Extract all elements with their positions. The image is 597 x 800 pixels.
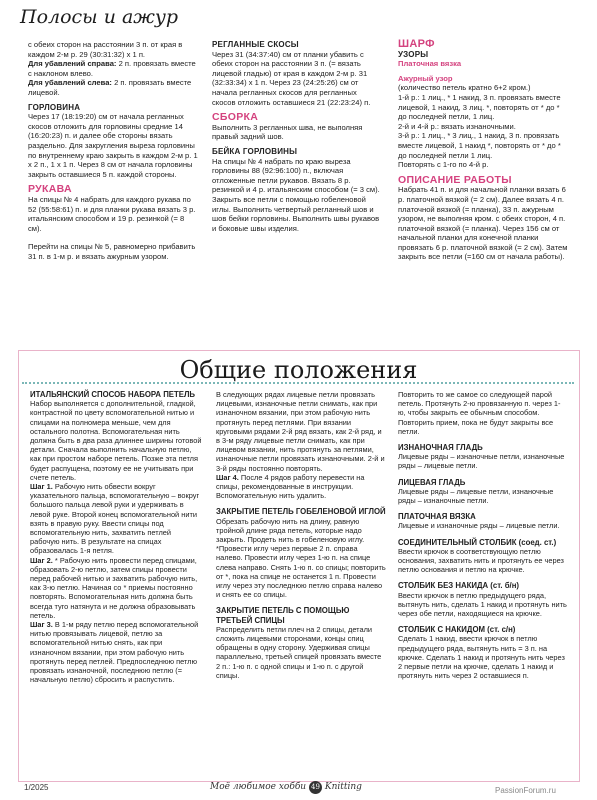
label: Шаг 3.: [30, 620, 53, 630]
label: Для убавлений слева:: [28, 78, 112, 88]
issue-number: 1/2025: [24, 783, 49, 792]
text-para: Лицевые ряды – изнаночные петли, изнаночные ряды – лицевые петли.: [398, 452, 565, 471]
page-title: Полосы и ажур: [20, 6, 179, 28]
text-para: [28, 59, 198, 78]
section-heading: РУКАВА: [28, 183, 72, 196]
column-3: [398, 40, 570, 262]
text-para: [30, 620, 202, 684]
section-heading: СТОЛБИК БЕЗ НАКИДА (ст. б/н): [398, 581, 519, 591]
general-column-1: [30, 390, 202, 685]
text-para: [28, 78, 198, 97]
text: 2 п. провязать вместе с наклоном влево.: [28, 59, 196, 78]
section-heading: ИЗНАНОЧНАЯ ГЛАДЬ: [398, 443, 483, 453]
general-column-2: [216, 390, 386, 680]
section-heading: ШАРФ: [398, 38, 435, 50]
footer-magazine: [210, 781, 362, 794]
text-para: Набрать 41 п. и для начальной планки вязать 6 р. платочной вязкой (= 2 см). Далее вязать 4 п. платочной вязкой (= планка), 33 п. ажурным узором, не выполняя кром. с обеих сторон, 4 п. платочной вязкой (= планка). Через 156 см от начальной планки для конечной планки провязать 6 р. платочной вязкой (= 2 см). Затем закрыть все петли (=160 см от начала работы).: [398, 185, 568, 262]
section-heading: ИТАЛЬЯНСКИЙ СПОСОБ НАБОРА ПЕТЕЛЬ: [30, 390, 196, 399]
text-para: [30, 556, 202, 620]
dotted-divider: [22, 382, 574, 384]
label: Шаг 2.: [30, 555, 53, 565]
text-para: Перейти на спицы № 5, равномерно прибавить 31 п. в 1-м р. и вязать ажурным узором.: [28, 242, 196, 261]
label: Шаг 4.: [216, 472, 239, 482]
label: Шаг 1.: [30, 482, 53, 492]
section-heading: СОЕДИНИТЕЛЬНЫЙ СТОЛБИК (соед. ст.): [398, 537, 557, 547]
text-para: Лицевые и изнаночные ряды – лицевые петли.: [398, 521, 560, 531]
section-heading: БЕЙКА ГОРЛОВИНЫ: [212, 146, 298, 156]
column-1: [28, 40, 198, 261]
text-para: Обрезать рабочую нить на длину, равную тройной длине ряда петель, которые надо закрыть. Продеть нить в гобеленовую иглу. *Провести иглу через первые 2 п. справа налево. Провести иглу через 1-ю п. на спице слева направо. Снять 1-ю п. со спицы; повторить от *, пока на спице не останется 1 п. Провести иглу через эту последнюю петлю справа налево и снять ее со спицы.: [216, 516, 386, 600]
text-para: Через 31 (34:37:40) см от планки убавить с обеих сторон на расстоянии 3 п. (= вязать лицевой гладью) от края в каждом 2-м р. 31 (32:33:34) х 1 п. Через 23 (24:25:26) см от начала регланных скосов для регланных скосов отложить оставшиеся 21 (22:23:24) п.: [212, 49, 371, 107]
section-heading: ЗАКРЫТИЕ ПЕТЕЛЬ С ПОМОЩЬЮ ТРЕТЬЕЙ СПИЦЫ: [216, 606, 350, 625]
text-para: На спицы № 4 набрать для каждого рукава по 52 (55:58:61) п. и для планки рукава вязать 3 р. итальянским способом и 19 р. резинкой (= 8 см).: [28, 194, 196, 233]
text: После 4 рядов работу перевести на спицы, рекомендованные в инструкции. Вспомогательную нить удалить.: [216, 472, 365, 501]
watermark: PassionForum.ru: [495, 786, 556, 795]
text-para: 2-й и 4-й р.: вязать изнаночными.: [398, 121, 516, 131]
text: Рабочую нить обвести вокруг указательного пальца, вспомогательную – вокруг большого пальца левой руки и удерживать в левой руке. Второй конец вспомогательной нити взять в правую руку. Ввести спицы под вспомогательную нить, захватить петлей рабочую нить. В результате на спицах образовалась 1-я петля.: [30, 482, 200, 556]
text-para: Сделать 1 накид, ввести крючок в петлю предыдущего ряда, вытянуть нить = 3 п. на крючке. Сделать 1 накид и протянуть нить через 2 первые петли на крючке, сделать 1 накид и протянуть нить через 2 оставшиеся п.: [398, 634, 565, 681]
section-name: Knitting: [324, 782, 362, 792]
text-para: Выполнить 3 регланных шва, не выполняя правый задний шов.: [212, 122, 363, 142]
label: Для убавлений справа:: [28, 59, 117, 69]
text-para: 3-й р.: 1 лиц., * 3 лиц., 1 накид, 3 п. провязать вместе лицевой, 1 накид *, повторять от * до * до последней петли 1 лиц.: [398, 131, 561, 160]
section-heading: ГОРЛОВИНА: [28, 102, 81, 112]
page-number: 49: [309, 781, 322, 794]
text-para: Повторить то же самое со следующей парой петель. Протянуть 2-ю провязанную п. через 1-ю, чтобы закрыть ее обычным способом. Повторить прием, пока не будут закрыты все петли.: [398, 390, 561, 436]
text-para: (количество петель кратно 6+2 кром.): [398, 83, 531, 93]
text-para: [30, 482, 202, 556]
section-heading: СТОЛБИК С НАКИДОМ (ст. с/н): [398, 625, 516, 635]
text-para: Ввести крючок в петлю предыдущего ряда, вытянуть нить, сделать 1 накид и протянуть нить через обе петли, находящиеся на крючке.: [398, 590, 567, 619]
text-para: Распределить петли плеч на 2 спицы, детали сложить лицевыми сторонами, концы спиц обращены в одну сторону. Удерживая спицы параллельно, третьей спицей провязать вместе 2 п.: 1-ю п. с одной спицы и 1-ю п. с другой спицы.: [216, 624, 382, 680]
section-heading: ЛИЦЕВАЯ ГЛАДЬ: [398, 477, 466, 487]
text-para: [216, 473, 386, 501]
text-para: В следующих рядах лицевые петли провязать лицевыми, изнаночные петли снимать, как при изнаночном вязании, при этом рабочую нить протянуть перед петлями. При вязании круговыми рядами 2-й ряд вязать, как 2-й ряд, и в 3-м ряду лицевые петли снимать, как при лицевом вязании, нить протянуть за петлями, изнаночные петли провязать изнаночными. 2-й и 3-й ряды постоянно повторять.: [216, 390, 385, 473]
section-heading: ЗАКРЫТИЕ ПЕТЕЛЬ ГОБЕЛЕНОВОЙ ИГЛОЙ: [216, 507, 386, 517]
subheading: Платочная вязка: [398, 59, 462, 69]
section-heading: ОПИСАНИЕ РАБОТЫ: [398, 173, 512, 186]
text-para: Повторять с 1-го по 4-й р.: [398, 160, 489, 170]
text-para: Набор выполняется с дополнительной, гладкой, контрастной по цвету вспомогательной нитью и спицами на полномера меньше, чем для остального полотна. Вспомогательная нить должна быть в два раза длиннее ширины готовой детали. Сначала выполнить начальную петлю, как при простом наборе петель. Позже эта петля будет распущена, поэтому ее не учитывать при счете петель.: [30, 399, 202, 482]
text: 2 п. провязать вместе лицевой.: [28, 78, 192, 97]
subheading: Ажурный узор: [398, 73, 453, 83]
section-heading: РЕГЛАННЫЕ СКОСЫ: [212, 40, 299, 49]
text-para: Через 17 (18:19:20) см от начала регланных скосов отложить для горловины средние 14 (16:20:23) п. и далее обе стороны вязать раздельно. Для закругления выреза горловины по внутреннему краю закрыть в каждом 2-м р. 1 х 2 п., 1 х 1 п. Через 8 см от начала горловины закрыть оставшиеся 5 п. каждой стороны.: [28, 112, 198, 179]
column-2: [212, 40, 382, 233]
text: * Рабочую нить провести перед спицами, образовать 2-ю петлю, затем спицы провести перед рабочей нитью и захватить рабочую нить, как 3-ю петлю. Начиная со * приемы постоянно повторять. Вспомогательная нить должна быть всегда туго натянута и не должна образовывать петель.: [30, 555, 198, 620]
magazine-name: Моё любимое хобби: [210, 782, 307, 792]
text: В 1-м ряду петлю перед вспомогательной нитью провязывать лицевой, петлю за вспомогательной нитью снять, как при изнаночном вязании, при этом рабочую нить протянуть перед петлей. Предпоследнюю петлю провязать изнаночной, последнюю петлю (= начальную петлю) сбросить и распустить.: [30, 620, 199, 685]
section-heading: УЗОРЫ: [398, 49, 429, 59]
text-para: 1-й р.: 1 лиц., * 1 накид, 3 п. провязать вместе лицевой, 1 накид, 3 лиц. *, повторять от * до * до последней петли, 1 лиц.: [398, 92, 561, 122]
text-para: На спицы № 4 набрать по краю выреза горловины 88 (92:96:100) п., включая отложенные петли рукавов. Вязать 8 р. резинкой и 4 р. итальянским способом (= 3 см). Закрыть все петли с помощью гобеленовой иглы. Выполнить четвертый регланный шов и шов бейки горловины. Выполнить швы рукавов и боковые швы изделия.: [212, 156, 380, 233]
general-column-3: [398, 390, 568, 680]
text-para: с обеих сторон на расстоянии 3 п. от края в каждом 2-м р. 29 (30:31:32) х 1 п.: [28, 40, 183, 59]
section-heading: СБОРКА: [212, 111, 259, 124]
text-para: Лицевые ряды – лицевые петли, изнаночные ряды – изнаночные петли.: [398, 486, 554, 506]
general-title: Общие положения: [179, 356, 418, 384]
section-heading: ПЛАТОЧНАЯ ВЯЗКА: [398, 512, 476, 522]
text-para: Ввести крючок в соответствующую петлю основания, захватить нить и протянуть ее через петлю основания и петлю на крючке.: [398, 546, 564, 575]
